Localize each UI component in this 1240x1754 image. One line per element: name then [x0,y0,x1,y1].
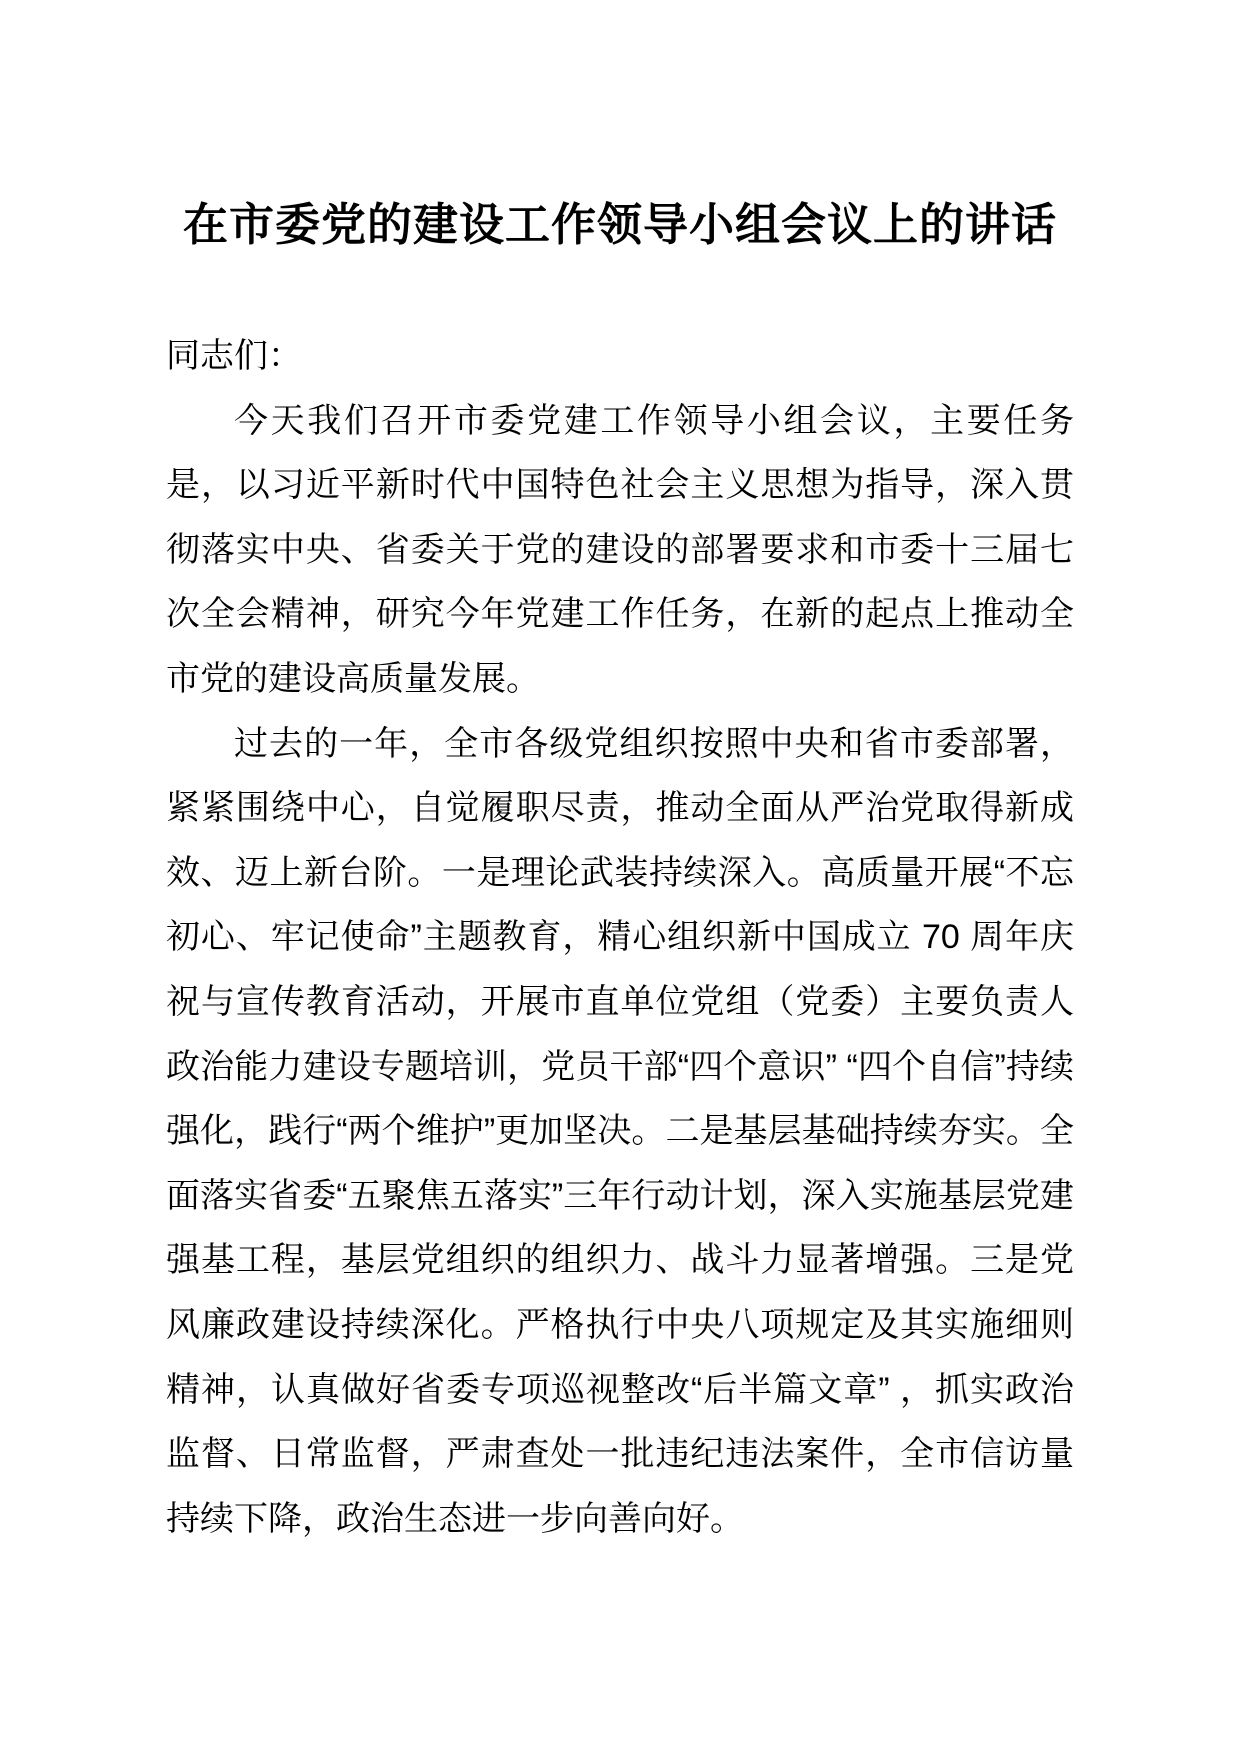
document-body [166,324,1074,1551]
paragraph-intro: 今天我们召开市委党建工作领导小组会议，主要任务是，以习近平新时代中国特色社会主义思想为指导，深入贯彻落实中央、省委关于党的建设的部署要求和市委十三届七次全会精神，研究今年党建工作任务，在新的起点上推动全市党的建设高质量发展。 [166,401,1074,698]
paragraph-review: 过去的一年，全市各级党组织按照中央和省市委部署，紧紧围绕中心，自觉履职尽责，推动全面从严治党取得新成效、迈上新台阶。一是理论武装持续深入。高质量开展“不忘初心、牢记使命”主题教育，精心组织新中国成立 70 周年庆祝与宣传教育活动，开展市直单位党组（党委）主要负责人政治能力建设专题培训，党员干部“四个意识” “四个自信”持续强化，践行“两个维护”更加坚决。二是基层基础持续夯实。全面落实省委“五聚焦五落实”三年行动计划，深入实施基层党建强基工程，基层党组织的组织力、战斗力显著增强。三是党风廉政建设持续深化。严格执行中央八项规定及其实施细则精神，认真做好省委专项巡视整改“后半篇文章” ，抓实政治监督、日常监督，严肃查处一批违纪违法案件，全市信访量持续下降，政治生态进一步向善向好。 [166,724,1074,1538]
document-title: 在市委党的建设工作领导小组会议上的讲话 [182,199,1057,250]
paragraph-salutation: 同志们： [166,337,302,375]
